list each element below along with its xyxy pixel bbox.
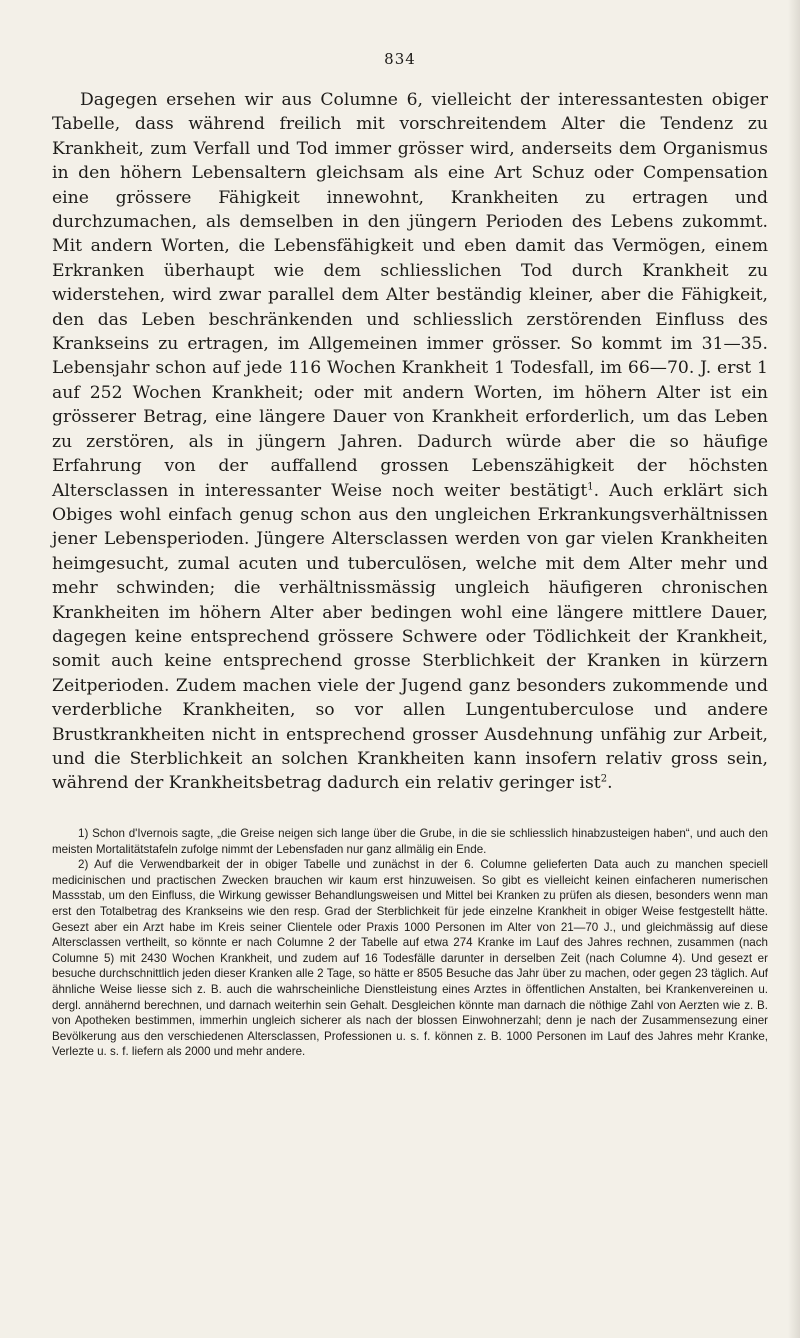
main-text: [52, 88, 768, 796]
paragraph: [52, 88, 768, 796]
page-edge-shadow: [788, 0, 800, 1338]
page-number: 834: [384, 50, 416, 68]
paragraph-text: .: [607, 773, 613, 794]
footnote-2: 2) Auf die Verwendbarkeit der in obiger Tabelle und zunächst in der 6. Columne gelieferten Data auch zu manchen speciell medicinischen und practischen Zwecken brauchen wir kaum erst hinzuweisen. So gibt es vielleicht keinen einfacheren numerischen Massstab, um den Einfluss, die Wirkung gewisser Behandlungsweisen und Mittel bei Kranken zu prüfen als diesen, besonders wenn man erst den Totalbetrag des Krankseins wie den resp. Grad der Sterblichkeit für jede einzelne Krankheit in obiger Weise festgestellt hätte. Gesezt aber ein Arzt habe im Kreis seiner Clientele oder Praxis 1000 Personen im Alter von 21—70 J., und gleichmässig auf diese Altersclassen vertheilt, so könnte er nach Columne 2 der Tabelle auf etwa 274 Kranke im Lauf des Jahres rechnen, zusammen (nach Columne 5) mit 2430 Wochen Krankheit, und zudem auf 16 Todesfälle darunter in derselben Zeit (nach Columne 4). Und gesezt er besuche durchschnittlich jeden dieser Kranken alle 2 Tage, so hätte er 8505 Besuche das Jahr über zu machen, oder gegen 23 täglich. Auf ähnliche Weise liesse sich z. B. auch die wahrscheinliche Dienstleistung eines Arztes in öffentlichen Anstalten, bei Krankenvereinen u. dergl. annähernd berechnen, und darnach weiterhin sein Gehalt. Desgleichen könnte man darnach die nöthige Zahl von Aerzten wie z. B. von Apotheken bestimmen, immerhin ungleich sicherer als nach der blossen Einwohnerzahl; denn je nach der Zusammensezung einer Bevölkerung aus den verschiedenen Altersclassen, Professionen u. s. f. können z. B. 1000 Personen im Lauf des Jahres mehr Kranke, Verlezte u. s. f. liefern als 2000 und mehr andere.: [52, 858, 768, 1059]
footnote-reference: 2: [600, 773, 608, 785]
footnotes: [52, 826, 768, 1060]
footnote-1: 1) Schon d'Ivernois sagte, „die Greise neigen sich lange über die Grube, in die sie schliesslich hinabzusteigen haben“, und auch den meisten Mortalitätstafeln zufolge nimmt der Lebensfaden nur ganz allmälig ein Ende.: [52, 827, 768, 856]
footnote-reference: 1: [587, 480, 594, 492]
paragraph-text: Dagegen ersehen wir aus Columne 6, vielleicht der interessantesten obiger Tabelle, dass während freilich mit vorschreitendem Alter die Tendenz zu Krankheit, zum Verfall und Tod immer grösser wird, anderseits dem Organismus in den höhern Lebensaltern gleichsam als eine Art Schuz oder Compensation eine grössere Fähigkeit innewohnt, Krankheiten zu ertragen und durchzumachen, als demselben in den jüngern Perioden des Lebens zukommt. Mit andern Worten, die Lebensfähigkeit und eben damit das Vermögen, einem Erkranken überhaupt wie dem schliesslichen Tod durch Krankheit zu widerstehen, wird zwar parallel dem Alter beständig kleiner, aber die Fähigkeit, den das Leben beschränkenden und schliesslich zerstörenden Einfluss des Krankseins zu ertragen, im Allgemeinen immer grösser. So kommt im 31—35. Lebensjahr schon auf jede 116 Wochen Krankheit 1 Todesfall, im 66—70. J. erst 1 auf 252 Wochen Krankheit; oder mit andern Worten, im höhern Alter ist ein grösserer Betrag, eine längere Dauer von Krankheit erforderlich, um das Leben zu zerstören, als in jüngern Jahren. Dadurch würde aber die so häufige Erfahrung von der auffallend grossen Lebenszähigkeit der höchsten Altersclassen in interessanter Weise noch weiter bestätigt: [52, 90, 768, 501]
paragraph-text: . Auch erklärt sich Obiges wohl einfach genug schon aus den ungleichen Erkrankungsverhältnissen jener Lebensperioden. Jüngere Altersclassen werden von gar vielen Krankheiten heimgesucht, zumal acuten und tuberculösen, welche mit dem Alter mehr und mehr schwinden; die verhältnissmässig ungleich häufigeren chronischen Krankheiten im höhern Alter aber bedingen wohl eine längere mittlere Dauer, dagegen keine entsprechend grössere Schwere oder Tödlichkeit der Krankheit, somit auch keine entsprechend grosse Sterblichkeit der Kranken in kürzern Zeitperioden. Zudem machen viele der Jugend ganz besonders zukommende und verderbliche Krankheiten, so vor allen Lungentuberculose und andere Brustkrankheiten nicht in entsprechend grosser Ausdehnung unfähig zur Arbeit, und die Sterblichkeit an solchen Krankheiten kann insofern relativ gross sein, während der Krankheitsbetrag dadurch ein relativ geringer ist: [52, 480, 768, 794]
